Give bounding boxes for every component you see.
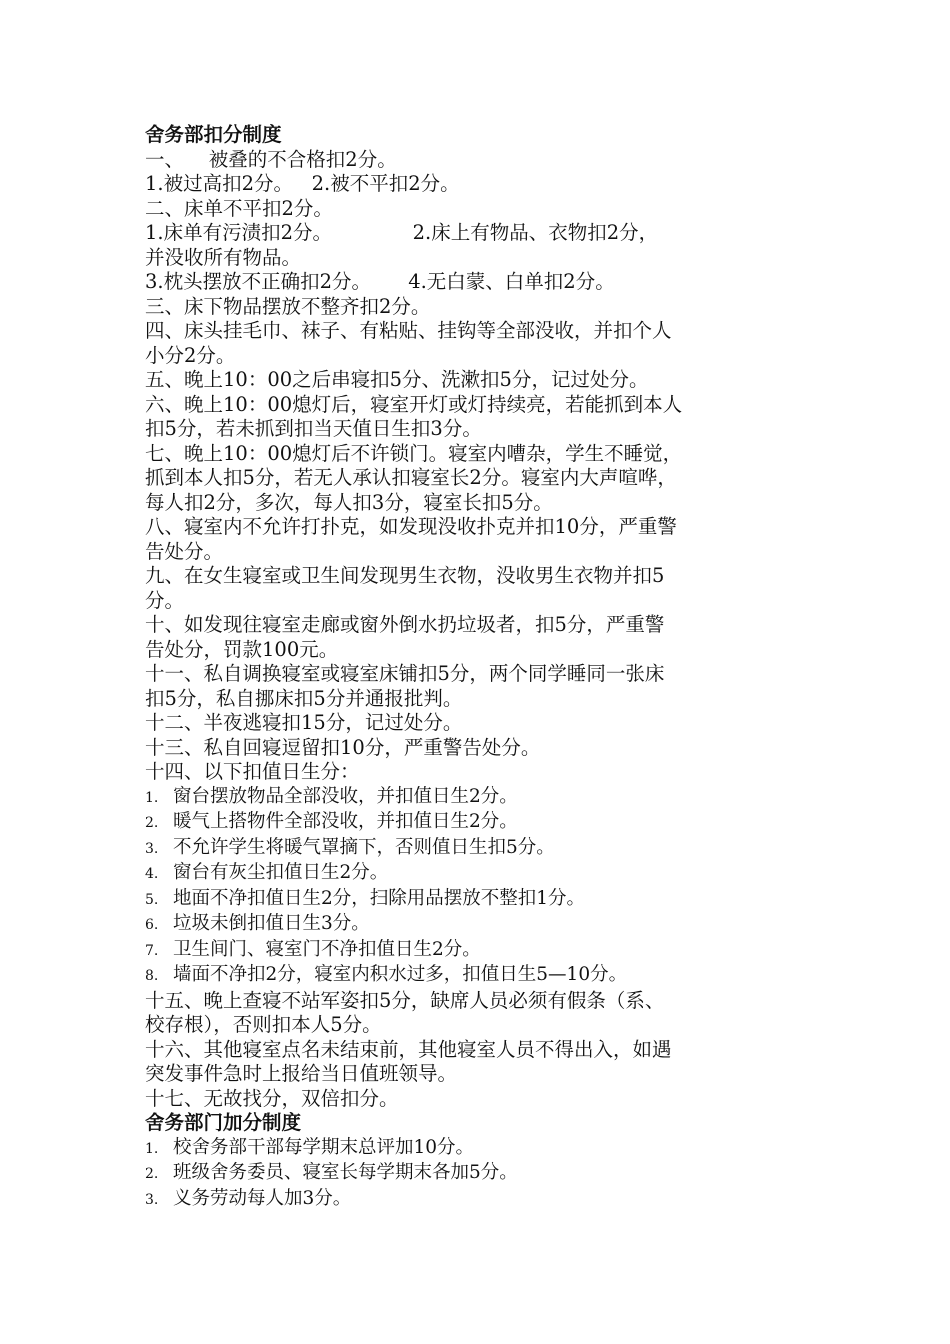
item-number: 5. [145, 891, 159, 908]
item-text: 不允许学生将暖气罩摘下，否则值日生扣5分。 [173, 836, 555, 858]
item-number: 8. [145, 968, 159, 984]
item-text: 卫生间门、寝室门不净扣值日生2分。 [173, 938, 481, 960]
item-number: 7. [145, 942, 159, 959]
bonus-list [145, 1136, 825, 1213]
item-number: 1. [145, 1140, 159, 1157]
rule-line: 十、如发现往寝室走廊或窗外倒水扔垃圾者，扣5分，严重警 [145, 613, 665, 636]
rules-section [145, 148, 825, 785]
item-text: 垃圾未倒扣值日生3分。 [173, 913, 370, 934]
rule-line: 扣5分，若未抓到扣当天值日生扣3分。 [145, 417, 482, 440]
rule-line: 抓到本人扣5分，若无人承认扣寝室长2分。寝室内大声喧哗， [145, 466, 677, 489]
duty-student-list [145, 785, 825, 989]
document-title: 舍务部扣分制度 [145, 123, 282, 146]
item-text: 义务劳动每人加3分。 [173, 1187, 352, 1209]
rule-line: 四、床头挂毛巾、袜子、有粘贴、挂钩等全部没收，并扣个人 [145, 319, 672, 342]
item-text: 窗台有灰尘扣值日生2分。 [173, 862, 389, 883]
item-text: 暖气上搭物件全部没收，并扣值日生2分。 [173, 811, 518, 832]
list-item [145, 1136, 825, 1162]
rule-line: 八、寝室内不允许打扑克，如发现没收扑克并扣10分，严重警 [145, 515, 677, 538]
rule-line: 十四、以下扣值日生分： [145, 760, 360, 783]
list-item [145, 810, 825, 836]
rule-line: 校存根），否则扣本人5分。 [145, 1013, 382, 1036]
item-number: 1. [145, 789, 159, 806]
rule-line: 十三、私自回寝逗留扣10分，严重警告处分。 [145, 735, 541, 759]
section-title-bonus: 舍务部门加分制度 [145, 1111, 302, 1134]
list-item [145, 1187, 825, 1213]
rule-line: 1.被过高扣2分。 2.被不平扣2分。 [145, 172, 460, 195]
rule-line: 九、在女生寝室或卫生间发现男生衣物，没收男生衣物并扣5 [145, 564, 665, 587]
rule-line: 扣5分，私自挪床扣5分并通报批判。 [145, 686, 463, 710]
item-number: 2. [145, 815, 159, 831]
item-number: 2. [145, 1166, 159, 1182]
rule-line: 十七、无故找分，双倍扣分。 [145, 1086, 399, 1110]
rule-line: 1.床单有污渍扣2分。 2.床上有物品、衣物扣2分， [145, 221, 659, 244]
list-item [145, 836, 825, 862]
item-text: 校舍务部干部每学期末总评加10分。 [173, 1136, 475, 1158]
document-body [145, 123, 825, 1212]
rule-line: 小分2分。 [145, 343, 236, 367]
rule-line: 告处分，罚款100元。 [145, 637, 339, 661]
list-item [145, 861, 825, 887]
item-text: 墙面不净扣2分，寝室内积水过多，扣值日生5—10分。 [173, 964, 628, 985]
list-item [145, 963, 825, 989]
rule-line: 六、晚上10：00熄灯后，寝室开灯或灯持续亮，若能抓到本人 [145, 392, 683, 416]
item-number: 4. [145, 866, 159, 882]
rule-line: 三、床下物品摆放不整齐扣2分。 [145, 294, 431, 318]
item-text: 地面不净扣值日生2分，扫除用品摆放不整扣1分。 [173, 887, 586, 909]
item-number: 6. [145, 917, 159, 933]
rule-line: 七、晚上10：00熄灯后不许锁门。寝室内嘈杂，学生不睡觉， [145, 441, 683, 465]
rule-line: 告处分。 [145, 539, 224, 563]
rule-line: 每人扣2分，多次，每人扣3分，寝室长扣5分。 [145, 490, 553, 514]
list-item [145, 887, 825, 913]
list-item [145, 912, 825, 938]
rule-line: 并没收所有物品。 [145, 245, 302, 269]
list-item [145, 785, 825, 811]
item-number: 3. [145, 1191, 159, 1208]
rule-line: 十五、晚上查寝不站军姿扣5分，缺席人员必须有假条（系、 [145, 988, 665, 1012]
rule-line: 一、 被叠的不合格扣2分。 [145, 147, 397, 171]
list-item [145, 1161, 825, 1187]
item-text: 窗台摆放物品全部没收，并扣值日生2分。 [173, 785, 518, 807]
rule-line: 3.枕头摆放不正确扣2分。 4.无白蒙、白单扣2分。 [145, 270, 615, 293]
rule-line: 十六、其他寝室点名未结束前，其他寝室人员不得出入，如遇 [145, 1037, 672, 1061]
rule-line: 十一、私自调换寝室或寝室床铺扣5分，两个同学睡同一张床 [145, 662, 665, 685]
item-text: 班级舍务委员、寝室长每学期末各加5分。 [173, 1162, 518, 1183]
item-number: 3. [145, 840, 159, 857]
rule-line: 分。 [145, 588, 185, 612]
rule-line: 十二、半夜逃寝扣15分，记过处分。 [145, 711, 463, 734]
rule-line: 二、床单不平扣2分。 [145, 196, 333, 220]
rule-line: 突发事件急时上报给当日值班领导。 [145, 1062, 458, 1085]
rule-line: 五、晚上10：00之后串寝扣5分、洗漱扣5分，记过处分。 [145, 368, 649, 391]
list-item [145, 938, 825, 964]
rules-section-continued [145, 989, 825, 1112]
